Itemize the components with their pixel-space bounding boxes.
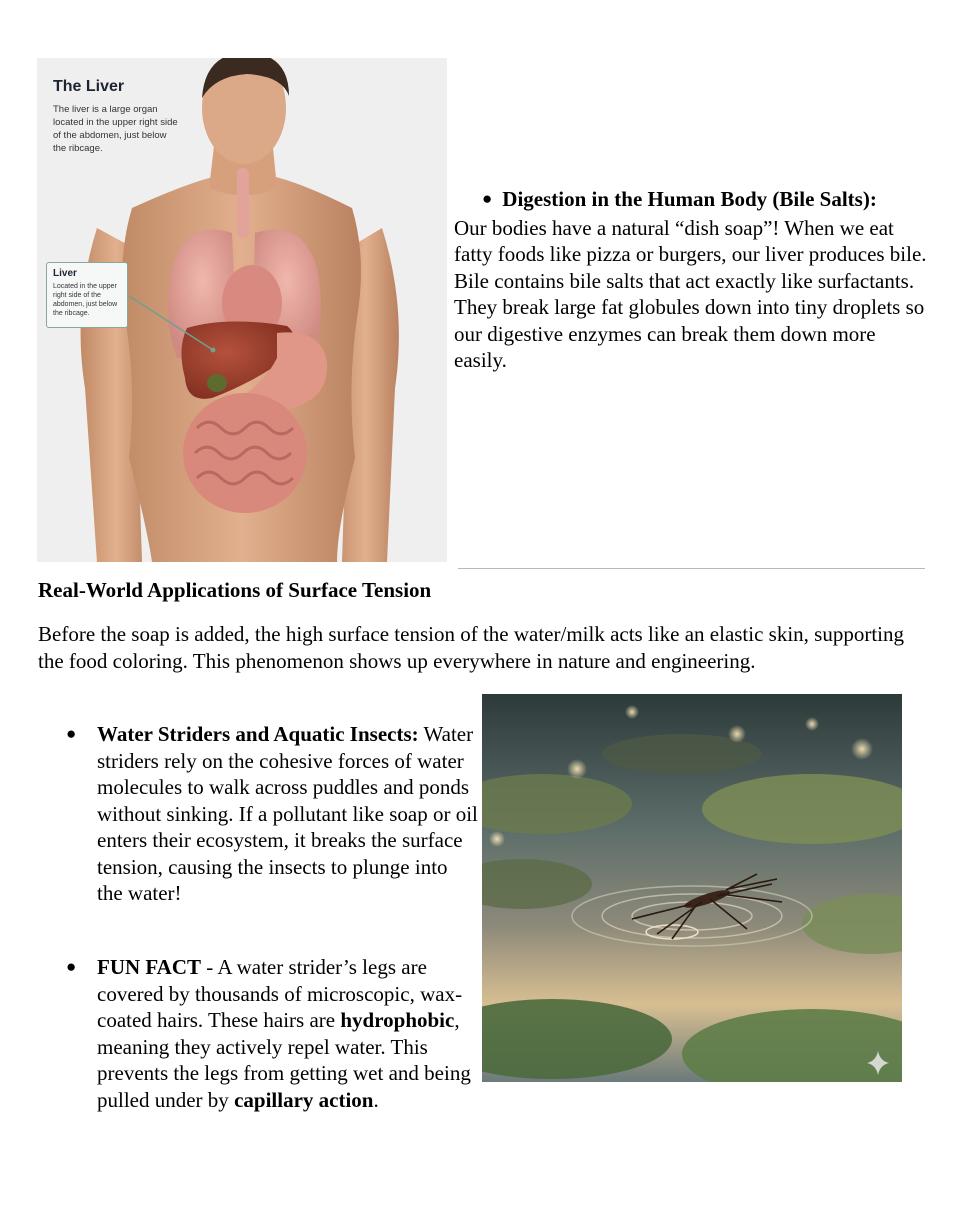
intro-paragraph: Before the soap is added, the high surface tension of the water/milk acts like an elastic skin, supporting the food coloring. This phenomenon shows up everywhere in nature and engineering.	[38, 622, 905, 673]
digestion-heading-text: Digestion in the Human Body (Bile Salts):	[502, 187, 877, 211]
pond-illustration	[482, 694, 902, 1082]
bullet-icon: ●	[66, 957, 77, 976]
bullet-icon: ●	[66, 724, 77, 743]
bullet-icon: ●	[482, 189, 493, 208]
term-capillary-action: capillary action	[234, 1087, 374, 1112]
section-heading: Real-World Applications of Surface Tension	[38, 578, 432, 602]
fun-fact-text-3: .	[373, 1087, 379, 1112]
liver-anatomy-figure	[37, 58, 447, 562]
fun-fact-label: FUN FACT	[97, 955, 202, 979]
digestion-section	[454, 186, 932, 374]
fun-fact-text-1: - A water strider’s legs are covered by thousands of microscopic, wax-coated hairs. These hairs are	[97, 955, 463, 1032]
list-item-heading: Water Striders and Aquatic Insects:	[97, 722, 419, 746]
liver-callout	[46, 262, 128, 328]
digestion-heading	[454, 186, 932, 215]
figure-description: The liver is a large organ located in the upper right side of the abdomen, just below the ribcage.	[53, 104, 178, 154]
figure-title: The Liver	[53, 78, 125, 95]
section-divider	[458, 568, 925, 569]
term-hydrophobic: hydrophobic	[340, 1008, 455, 1032]
list-item-fun-fact	[66, 954, 478, 1113]
callout-description: Located in the upper right side of the abdomen, just below the ribcage.	[53, 283, 118, 317]
digestion-body: Our bodies have a natural “dish soap”! When we eat fatty foods like pizza or burgers, our liver produces bile. Bile contains bile salts that act exactly like surfactants. They break large fat globules down into tiny droplets so our digestive enzymes can break them down more easily.	[454, 215, 927, 372]
list-item-text: Water striders rely on the cohesive forces of water molecules to walk across puddles and ponds without sinking. If a pollutant like soap or oil enters their ecosystem, it breaks the surface tension, causing the insects to plunge into the water!	[97, 722, 478, 905]
list-item-water-striders	[66, 721, 478, 907]
water-strider-photo	[482, 694, 902, 1082]
fun-fact-text-2: , meaning they actively repel water. This prevents the legs from getting wet and being pulled under by	[97, 1008, 471, 1112]
callout-title: Liver	[53, 268, 77, 279]
